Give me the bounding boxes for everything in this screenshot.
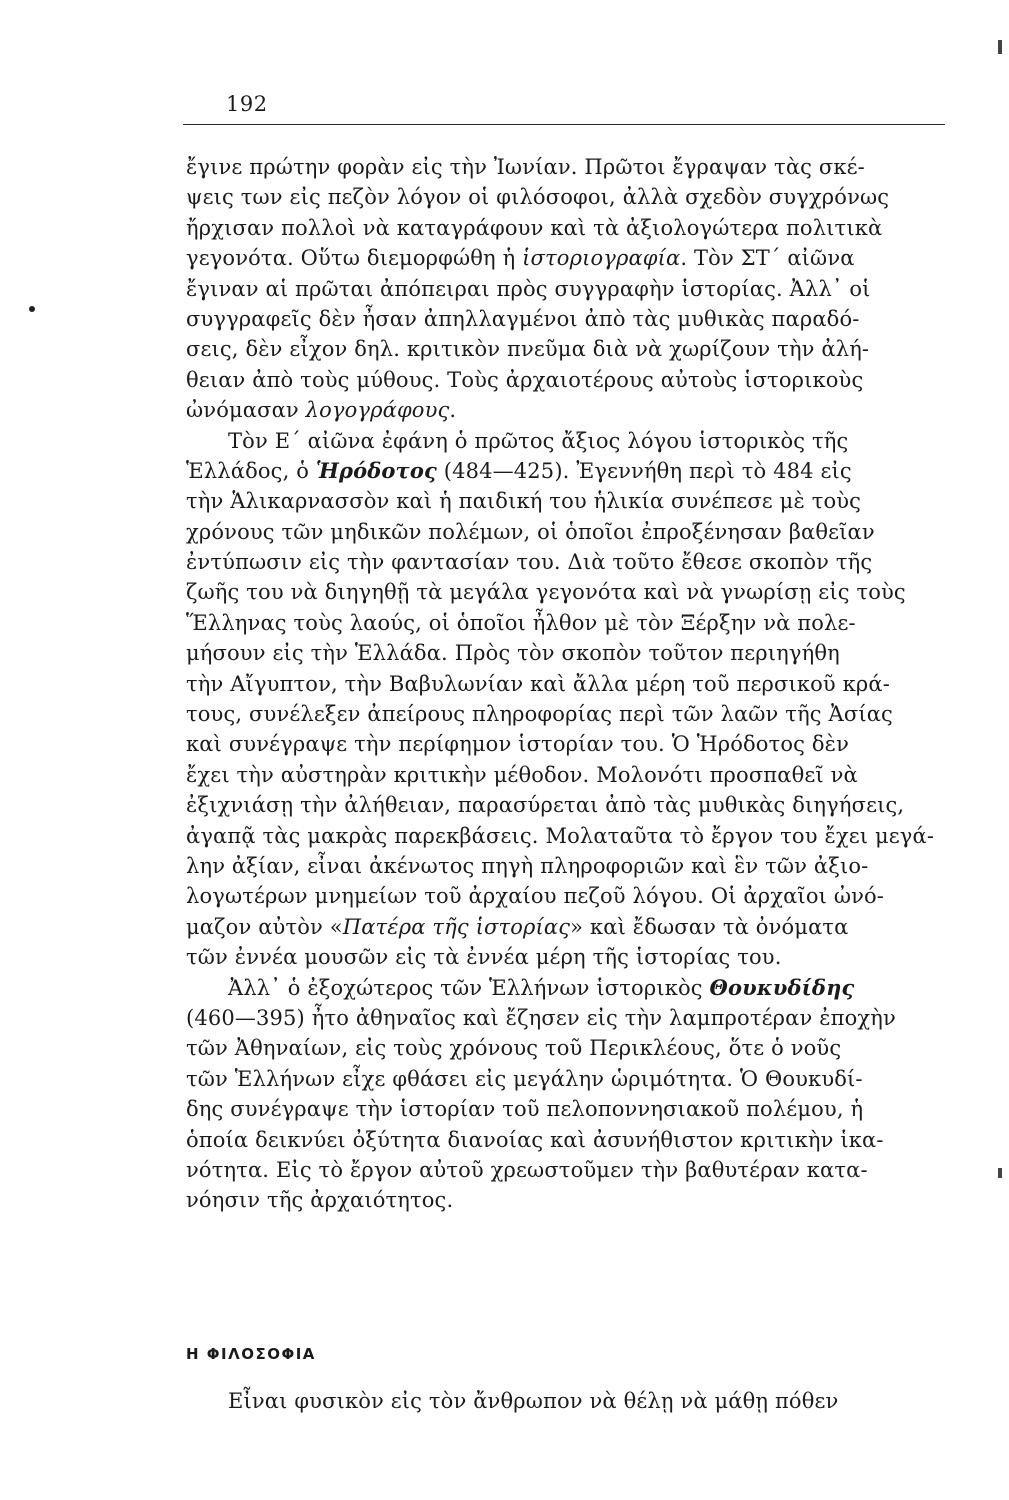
paragraph-line [186, 486, 962, 516]
paragraph-intro [186, 152, 962, 426]
text-run: τους, συνέλεξεν ἀπείρους πληροφορίας περὶ τῶν λαῶν τῆς Ἀσίας [186, 702, 893, 727]
text-run: Ἕλληνας τοὺς λαούς, οἱ ὁποῖοι ἦλθον μὲ τὸν Ξέρξην νὰ πολε- [186, 610, 856, 635]
paragraph-line [186, 243, 962, 273]
text-run: τῶν ἐννέα μουσῶν εἰς τὰ ἐννέα μέρη τῆς ἱστορίας του. [186, 945, 782, 970]
historian-name: Ἡρόδοτος [315, 457, 437, 483]
italic-term: Πατέρα τῆς ἱστορίας [342, 914, 571, 939]
paragraph-line [186, 547, 962, 577]
paragraph-line [186, 577, 962, 607]
paragraph-line [186, 638, 962, 668]
text-run: ὠνόμασαν [186, 398, 306, 423]
paragraph-line [186, 426, 962, 456]
page-number: 192 [226, 92, 268, 116]
text-run: γεγονότα. Οὕτω διεμορφώθη ἡ [186, 246, 523, 271]
text-run: νόησιν τῆς ἀρχαιότητος. [186, 1188, 454, 1213]
text-run: μήσουν εἰς τὴν Ἑλλάδα. Πρὸς τὸν σκοπὸν τοῦτον περιηγήθη [186, 641, 840, 666]
paragraph-line [186, 1125, 962, 1155]
paragraph-line [186, 942, 962, 972]
paragraph-line [186, 365, 962, 395]
text-run: νότητα. Εἰς τὸ ἔργον αὐτοῦ χρεωστοῦμεν τὴν βαθυτέραν κατα- [186, 1157, 868, 1182]
text-run: ἔχει τὴν αὐστηρὰν κριτικὴν μέθοδον. Μολονότι προσπαθεῖ νὰ [186, 762, 858, 787]
text-run: . Τὸν ΣΤ΄ αἰῶνα [680, 246, 855, 271]
text-run: λογωτέρων μνημείων τοῦ ἀρχαίου πεζοῦ λόγου. Οἱ ἀρχαῖοι ὠνό- [186, 884, 885, 909]
paragraph-line [186, 395, 962, 425]
paragraph-line [186, 669, 962, 699]
text-run: (460—395) ἦτο ἀθηναῖος καὶ ἔζησεν εἰς τὴν λαμπροτέραν ἐποχὴν [186, 1005, 896, 1030]
paragraph-line [186, 182, 962, 212]
text-run: ἐντύπωσιν εἰς τὴν φαντασίαν του. Διὰ τοῦτο ἔθεσε σκοπὸν τῆς [186, 550, 873, 575]
paragraph-line [186, 304, 962, 334]
historian-name: Θουκυδίδης [709, 974, 855, 1000]
text-run: τὴν Ἁλικαρνασσὸν καὶ ἡ παιδική του ἡλικία συνέπεσε μὲ τοὺς [186, 489, 862, 514]
paragraph-line [186, 760, 962, 790]
paragraph-line [186, 1003, 962, 1033]
text-run: χρόνους τῶν μηδικῶν πολέμων, οἱ ὁποῖοι ἐπροξένησαν βαθεῖαν [186, 519, 875, 544]
text-run: ἤρχισαν πολλοὶ νὰ καταγράφουν καὶ τὰ ἀξιολογώτερα πολιτικὰ [186, 215, 883, 240]
paragraph-line [186, 456, 962, 486]
paragraph-line: Εἶναι φυσικὸν εἰς τὸν ἄνθρωπον νὰ θέλῃ νὰ μάθῃ πόθεν [228, 1389, 839, 1413]
paragraph-line [186, 821, 962, 851]
paragraph-line [186, 1094, 962, 1124]
paragraph-line [186, 608, 962, 638]
text-run: ἔγινε πρώτην φορὰν εἰς τὴν Ἰωνίαν. Πρῶτοι ἔγραψαν τὰς σκέ- [186, 155, 865, 179]
text-run: μαζον αὐτὸν « [186, 914, 343, 939]
page-edge-mark [998, 1168, 1002, 1178]
italic-term: ἱστοριογραφία [522, 246, 681, 271]
text-run: λην ἀξίαν, εἶναι ἀκένωτος πηγὴ πληροφοριῶν καὶ ἓν τῶν ἀξιο- [186, 853, 869, 878]
text-run: ἐξιχνιάσῃ τὴν ἀλήθειαν, παρασύρεται ἀπὸ τὰς μυθικὰς διηγήσεις, [186, 793, 905, 818]
text-run: ἀγαπᾷ τὰς μακρὰς παρεκβάσεις. Μολαταῦτα τὸ ἔργον του ἔχει μεγά- [186, 823, 935, 848]
header-rule [183, 124, 945, 125]
paragraph-line [186, 699, 962, 729]
text-run: δης συνέγραψε τὴν ἱστορίαν τοῦ πελοποννησιακοῦ πολέμου, ἡ [186, 1097, 864, 1122]
margin-dot [29, 306, 35, 312]
text-run: τὴν Αἴγυπτον, τὴν Βαβυλωνίαν καὶ ἄλλα μέρη τοῦ περσικοῦ κρά- [186, 671, 891, 696]
paragraph-line [186, 213, 962, 243]
text-run: ἔγιναν αἱ πρῶται ἀπόπειραι πρὸς συγγραφὴν ἱστορίας. Ἀλλ᾿ οἱ [186, 276, 871, 301]
closing-paragraph [186, 1386, 962, 1416]
text-run: τῶν Ἀθηναίων, εἰς τοὺς χρόνους τοῦ Περικλέους, ὅτε ὁ νοῦς [186, 1036, 842, 1061]
paragraph-line [186, 1185, 962, 1215]
text-run: καὶ συνέγραψε τὴν περίφημον ἱστορίαν του. Ὁ Ἡρόδοτος δὲν [186, 732, 849, 757]
paragraph-line [186, 729, 962, 759]
paragraph-line [186, 1033, 962, 1063]
text-run: θειαν ἀπὸ τοὺς μύθους. Τοὺς ἀρχαιοτέρους αὐτοὺς ἱστορικοὺς [186, 367, 864, 392]
text-run: ψεις των εἰς πεζὸν λόγον οἱ φιλόσοφοι, ἀλλὰ σχεδὸν συγχρόνως [186, 185, 890, 210]
paragraph-herodotus [186, 426, 962, 973]
paragraph-line [186, 790, 962, 820]
paragraph-line [186, 881, 962, 911]
paragraph-line [186, 912, 962, 942]
paragraph-line [186, 152, 962, 182]
paragraph-line [186, 1155, 962, 1185]
text-run: Τὸν Ε΄ αἰῶνα ἐφάνη ὁ πρῶτος ἄξιος λόγου ἱστορικὸς τῆς [228, 428, 849, 453]
text-run: τῶν Ἑλλήνων εἶχε φθάσει εἰς μεγάλην ὡριμότητα. Ὁ Θουκυδί- [186, 1066, 863, 1091]
paragraph-line [186, 973, 962, 1003]
paragraph-thucydides [186, 973, 962, 1216]
text-run: (484—425). Ἐγεννήθη περὶ τὸ 484 εἰς [436, 458, 852, 483]
text-run: » καὶ ἔδωσαν τὰ ὀνόματα [570, 914, 849, 939]
paragraph-line [186, 334, 962, 364]
text-run: . [449, 398, 457, 423]
page-edge-mark [998, 40, 1002, 54]
text-run: Ἑλλάδος, ὁ [186, 458, 316, 483]
body-text [186, 152, 962, 1216]
italic-term: λογογράφους [305, 398, 450, 423]
paragraph-line [186, 851, 962, 881]
text-run: ζωῆς του νὰ διηγηθῇ τὰ μεγάλα γεγονότα καὶ νὰ γνωρίσῃ εἰς τοὺς [186, 580, 906, 605]
text-run: συγγραφεῖς δὲν ἦσαν ἀπηλλαγμένοι ἀπὸ τὰς μυθικὰς παραδό- [186, 306, 860, 331]
paragraph-line [186, 274, 962, 304]
text-run: σεις, δὲν εἶχον δηλ. κριτικὸν πνεῦμα διὰ νὰ χωρίζουν τὴν ἀλή- [186, 337, 870, 362]
paragraph-line [186, 517, 962, 547]
section-heading: Η ΦΙΛΟΣΟΦΙΑ [186, 1345, 316, 1363]
text-run: Ἀλλ᾿ ὁ ἐξοχώτερος τῶν Ἑλλήνων ἱστορικὸς [228, 975, 710, 1000]
text-run: ὁποία δεικνύει ὀξύτητα διανοίας καὶ ἀσυνήθιστον κριτικὴν ἱκα- [186, 1127, 884, 1152]
paragraph-line [186, 1064, 962, 1094]
